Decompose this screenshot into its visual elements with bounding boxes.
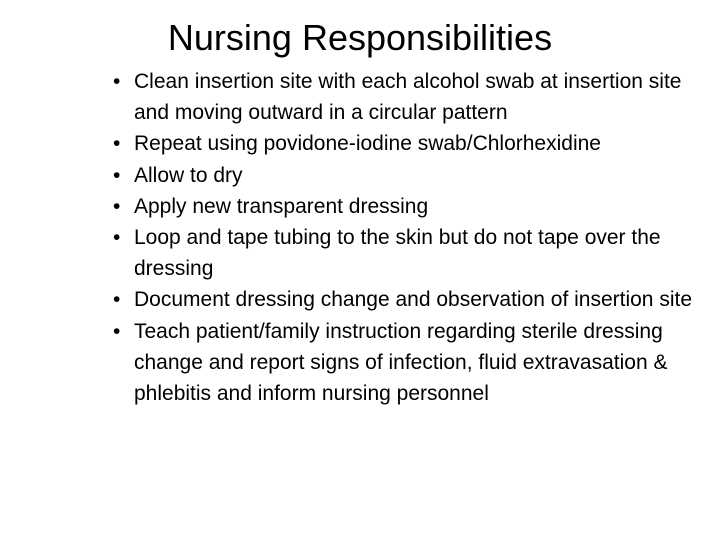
bullet-marker: • bbox=[113, 163, 121, 187]
bullet-text: Repeat using povidone-iodine swab/Chlorhexidine bbox=[134, 132, 601, 156]
list-item bbox=[113, 191, 693, 222]
bullet-marker: • bbox=[113, 226, 121, 250]
list-item bbox=[113, 160, 693, 191]
list-item bbox=[113, 316, 693, 410]
bullet-marker: • bbox=[113, 70, 121, 93]
list-item bbox=[113, 284, 693, 315]
bullet-marker: • bbox=[113, 319, 121, 343]
list-item bbox=[113, 128, 693, 159]
bullet-text: Teach patient/family instruction regarding sterile dressing change and report signs of infection, fluid extravasation & phlebitis and inform nursing personnel bbox=[134, 319, 668, 406]
bullet-text: Clean insertion site with each alcohol swab at insertion site and moving outward in a circular pattern bbox=[134, 70, 682, 125]
list-item bbox=[113, 222, 693, 284]
bullet-text: Loop and tape tubing to the skin but do not tape over the dressing bbox=[134, 226, 661, 281]
slide-title: Nursing Responsibilities bbox=[167, 17, 553, 58]
bullet-marker: • bbox=[113, 288, 121, 312]
bullet-text: Allow to dry bbox=[134, 163, 243, 187]
bullet-marker: • bbox=[113, 194, 121, 218]
list-item bbox=[113, 66, 693, 128]
bullet-marker: • bbox=[113, 132, 121, 156]
bullet-text: Document dressing change and observation of insertion site bbox=[134, 288, 692, 312]
bullet-list bbox=[113, 66, 693, 409]
bullet-text: Apply new transparent dressing bbox=[134, 194, 429, 218]
